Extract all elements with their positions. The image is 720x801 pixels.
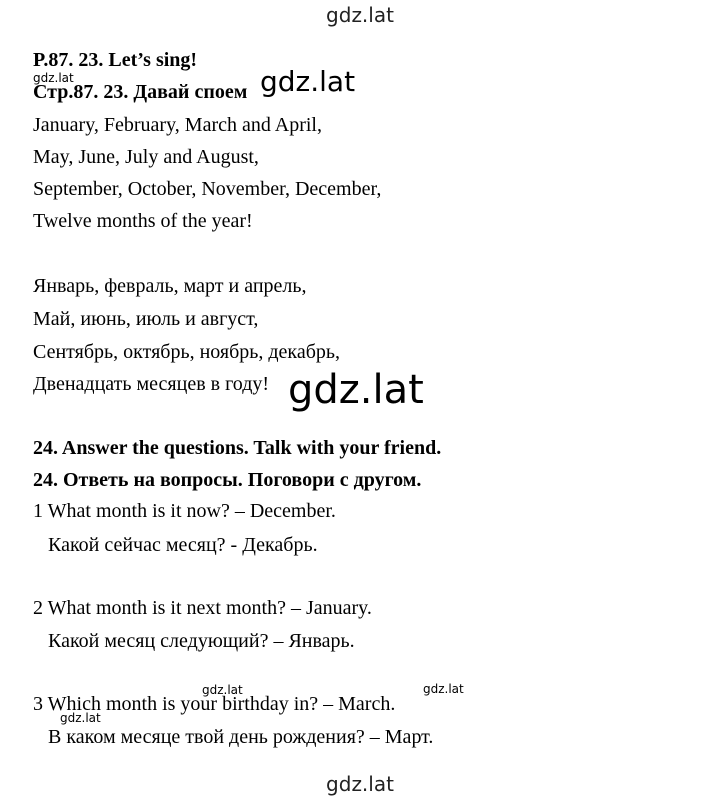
song-en-line: September, October, November, December,	[33, 178, 382, 200]
song-ru-line: Сентябрь, октябрь, ноябрь, декабрь,	[33, 341, 341, 363]
section-24-heading-ru: 24. Ответь на вопросы. Поговори с другом.	[33, 469, 422, 491]
watermark-large: gdz.lat	[288, 367, 424, 413]
watermark-header: gdz.lat	[326, 3, 394, 27]
answer-ru: Какой месяц следующий? – Январь.	[48, 630, 355, 652]
song-en-line: May, June, July and August,	[33, 146, 259, 168]
watermark-large: gdz.lat	[260, 65, 356, 98]
watermark-footer: gdz.lat	[326, 772, 394, 796]
song-en-line: Twelve months of the year!	[33, 210, 253, 232]
question-en: 3 Which month is your birthday in? – March.	[33, 693, 396, 715]
section-23-heading-en: P.87. 23. Let’s sing!	[33, 49, 198, 71]
song-ru-line: Двенадцать месяцев в году!	[33, 373, 270, 395]
song-ru-line: Май, июнь, июль и август,	[33, 308, 259, 330]
section-24-heading-en: 24. Answer the questions. Talk with your friend.	[33, 437, 442, 459]
watermark-small: gdz.lat	[423, 682, 464, 696]
watermark-small: gdz.lat	[33, 71, 74, 85]
watermark-small: gdz.lat	[60, 711, 101, 725]
answer-ru: В каком месяце твой день рождения? – Март.	[48, 726, 434, 748]
song-ru-line: Январь, февраль, март и апрель,	[33, 275, 307, 297]
watermark-small: gdz.lat	[202, 683, 243, 697]
answer-ru: Какой сейчас месяц? - Декабрь.	[48, 534, 318, 556]
section-23-heading-ru: Стр.87. 23. Давай споем	[33, 81, 248, 103]
question-en: 2 What month is it next month? – January.	[33, 597, 372, 619]
song-en-line: January, February, March and April,	[33, 114, 322, 136]
question-en: 1 What month is it now? – December.	[33, 500, 336, 522]
